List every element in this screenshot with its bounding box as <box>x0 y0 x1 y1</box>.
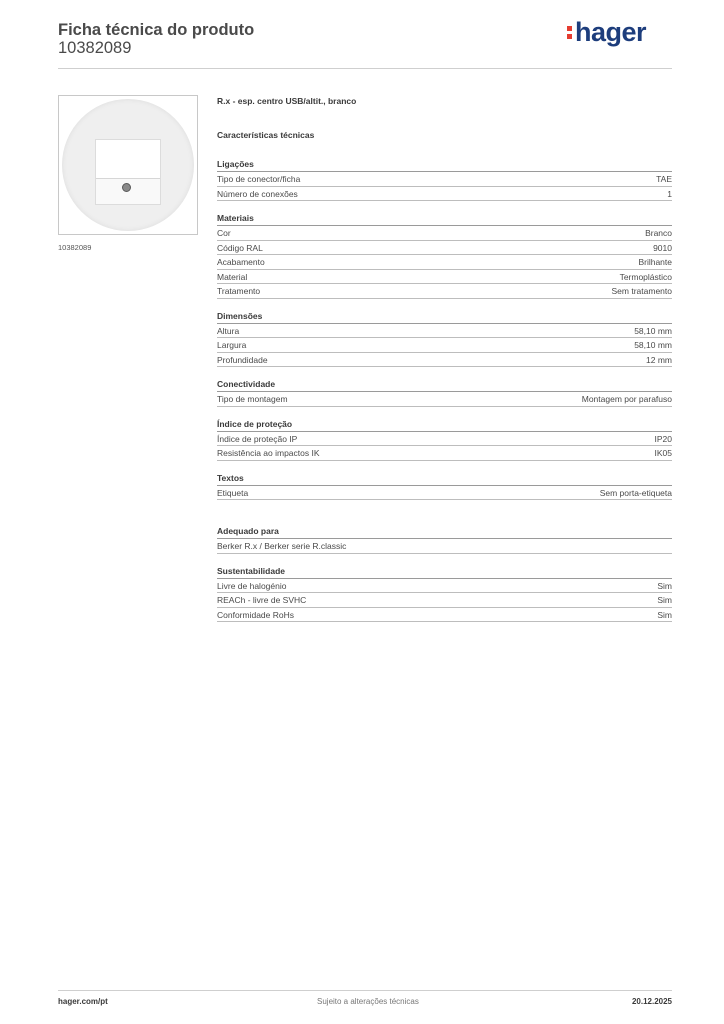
spec-section-materiais <box>217 212 672 299</box>
header-divider <box>58 68 672 69</box>
spec-value: 12 mm <box>646 354 672 365</box>
spec-value: Sem porta-etiqueta <box>599 487 672 498</box>
spec-label: Número de conexões <box>217 188 298 199</box>
footer-note: Sujeito a alterações técnicas <box>317 997 419 1006</box>
spec-label: Berker R.x / Berker serie R.classic <box>217 541 347 551</box>
logo-dots-icon <box>567 22 573 40</box>
section-title: Conectividade <box>217 378 672 392</box>
spec-label: Largura <box>217 340 247 350</box>
spec-value: Branco <box>645 228 672 238</box>
product-code: 10382089 <box>58 39 132 57</box>
spec-row <box>217 270 672 285</box>
spec-section-protecao <box>217 418 672 461</box>
spec-value: Sem tratamento <box>611 286 672 296</box>
spec-value: TAE <box>656 174 672 184</box>
footer-date: 20.12.2025 <box>631 997 672 1006</box>
spec-value: Montagem por parafuso <box>581 394 672 404</box>
product-image <box>58 95 198 235</box>
spec-label: Resistência ao impactos IK <box>217 448 320 458</box>
spec-label: Conformidade RoHs <box>217 609 295 620</box>
spec-label: Etiqueta <box>217 487 249 498</box>
footer-divider <box>58 990 672 991</box>
spec-row <box>217 446 672 461</box>
section-title: Materiais <box>217 212 672 226</box>
spec-label: Acabamento <box>217 257 265 267</box>
spec-label: Material <box>217 271 248 282</box>
slot-window <box>96 140 160 179</box>
section-title: Índice de proteção <box>217 418 672 432</box>
screw-icon <box>122 183 131 192</box>
spec-section-dimensoes <box>217 310 672 368</box>
spec-value: 58,10 mm <box>634 340 672 350</box>
spec-label: Tipo de montagem <box>217 394 288 404</box>
spec-label: Livre de halogénio <box>217 580 287 591</box>
spec-row <box>217 486 672 501</box>
page-title: Ficha técnica do produto <box>58 21 255 39</box>
section-title: Adequado para <box>217 525 672 539</box>
spec-label: Tipo de conector/ficha <box>217 174 301 184</box>
image-caption: 10382089 <box>58 243 92 252</box>
spec-row <box>217 338 672 353</box>
connector-slot <box>95 139 161 205</box>
logo-text: hager <box>575 17 647 47</box>
spec-label: Altura <box>217 325 240 336</box>
spec-section-sustentabilidade <box>217 565 672 623</box>
product-name: R.x - esp. centro USB/altit., branco <box>217 96 357 106</box>
spec-label: Profundidade <box>217 354 268 365</box>
spec-row <box>217 172 672 187</box>
spec-value: Sim <box>657 580 672 591</box>
spec-row <box>217 539 672 554</box>
spec-label: REACh - livre de SVHC <box>217 595 307 605</box>
section-title: Textos <box>217 472 672 486</box>
spec-label: Código RAL <box>217 242 263 253</box>
spec-label: Índice de proteção IP <box>217 433 298 444</box>
spec-row <box>217 608 672 623</box>
spec-value: Brilhante <box>638 257 672 267</box>
spec-value: 1 <box>667 188 672 199</box>
spec-label: Cor <box>217 228 231 238</box>
section-title: Sustentabilidade <box>217 565 672 579</box>
spec-label: Tratamento <box>217 286 261 296</box>
spec-row <box>217 255 672 270</box>
spec-content <box>217 96 672 622</box>
spec-section-conectividade <box>217 378 672 407</box>
spec-row <box>217 432 672 447</box>
section-title: Dimensões <box>217 310 672 324</box>
spec-row <box>217 226 672 241</box>
spec-section-ligacoes <box>217 158 672 201</box>
characteristics-title: Características técnicas <box>217 130 315 140</box>
spec-row <box>217 593 672 608</box>
hager-logo <box>567 17 646 48</box>
spec-section-adequado <box>217 525 672 554</box>
spec-row <box>217 324 672 339</box>
spec-value: IP20 <box>654 433 672 444</box>
cover-plate <box>62 99 194 231</box>
spec-value: 58,10 mm <box>634 325 672 336</box>
section-title: Ligações <box>217 158 672 172</box>
spec-row <box>217 579 672 594</box>
spec-row <box>217 284 672 299</box>
spec-value: Termoplástico <box>619 271 672 282</box>
footer-website[interactable]: hager.com/pt <box>58 997 108 1006</box>
spec-row <box>217 392 672 407</box>
spec-row <box>217 187 672 202</box>
spec-value: Sim <box>657 609 672 620</box>
spec-section-textos <box>217 472 672 501</box>
spec-value: 9010 <box>653 242 672 253</box>
spec-value: IK05 <box>654 448 672 458</box>
spec-value: Sim <box>657 595 672 605</box>
spec-row <box>217 353 672 368</box>
spec-row <box>217 241 672 256</box>
